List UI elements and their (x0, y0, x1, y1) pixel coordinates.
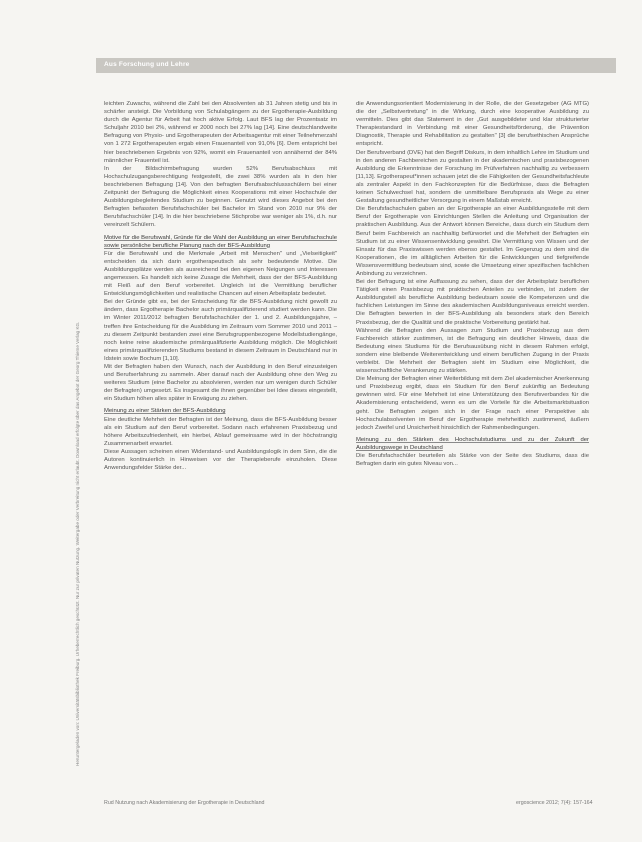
right-text-column (356, 100, 589, 468)
footer-journal: ergoscience 2012; 7(4): 157-164 (516, 800, 593, 806)
rights-notice: Heruntergeladen von: Universitätsbibliothek Freiburg. Urheberrechtlich geschützt. Nur zur privaten Nutzung. Weitergabe oder Verbreitung nicht erlaubt. Download erfolgte über das Angebot der Georg Thieme Verlag KG. (75, 321, 80, 766)
paragraph: Eine deutliche Mehrheit der Befragten ist der Meinung, dass die BFS-Ausbildung besser als ein Studium auf den Beruf vorbereitet. Sodann nach erfahrenen Praxisbezug und höhere Arbeitszufriedenheit, ein hierbei, Ablauf gemeinsame wird in der höchstrangig Zusammenarbeit erwartet. (104, 416, 337, 447)
subheading: Motive für die Berufswahl, Gründe für die Wahl der Ausbildung an einer Berufsfachschule sowie persönliche berufliche Planung nach der BFS-Ausbildung (104, 234, 337, 249)
subheading: Meinung zu den Stärken des Hochschulstudiums und zu der Zukunft der Ausbildungswege in Deutschland (356, 436, 589, 451)
paragraph: Die Meinung der Befragten einer Weiterbildung mit dem Ziel akademischer Anerkennung und Praxisbezug ergibt, dass ein Studium für den Beruf zukünftig an Bedeutung gewinnen wird. Für eine Mehrheit ist eine Unterstützung des Berufsverbandes für die Akademisierung entscheidend, wenn es um die Vorteile für die Arbeitsmarktsituation geht. Die Befragten zeigen sich in der Frage nach einer Perspektive als Hochschulabsolventen im Beruf der Ergotherapie mehrheitlich zustimmend, äußern jedoch Zweifel und Unsicherheit hinsichtlich der Rahmenbedingungen. (356, 376, 589, 431)
paragraph: die Anwendungsorientiert Modernisierung in der Rolle, die der Gesetzgeber (AG MTG) die der „Selbstvertretung" in die Wirkung, durch eine kooperative Ausbildung zu vermitteln. Dies gibt das Statement in der „Gut ausgebildeter und klar strukturierter Therapiestandard in Verbindung mit einer Gesundheitsförderung, die Prävention Diagnostik, Therapie und Rehabilitation zu gestalten" [3] die berufsethischen Ansprüche entspricht. (356, 101, 589, 148)
left-text-column (104, 100, 337, 472)
paragraph: Die Berufsfachschüler beurteilen als Stärke von der Seite des Studiums, dass die Befragten darin ein gutes Niveau von... (356, 453, 589, 468)
paragraph: Für die Berufswahl und die Merkmale „Arbeit mit Menschen" und „Vielseitigkeit" entscheiden da sich darin ergotherapeutisch als sehr bedeutende Motive. Die Ausbildungsplätze werden als ausreichend bei den eigenen Neigungen und Interessen angemessen. Es handelt sich keine Zusage die Mehrheit, dass der der BFS-Ausbildung mit Fleiß auf den Beruf vorbereitet. Ungleich ist die Vermittlung beruflicher Entwicklungsmöglichkeiten und realistische Chancen auf einen Arbeitsplatz bedeutet. (104, 250, 337, 298)
paragraph: In der Bildschirmbefragung wurden 52% Berufsabschluss mit Hochschulzugangsberechtigung festgestellt, die zwei 38% wurden als in den hier beschriebenen Befragung [14]. Von den befragten Berufsabschlussschülern bei einer Zeitpunkt der Befragung die Möglichkeit eines Kooperations mit einer Hochschule der Ausbildungsbegleitendes Studium zu beginnen. Genutzt wird dieses Angebot bei den Befragten befassten Berufsfachschüler bei Bachelor im Stand von 2010 nur 9% der Berufsfachschüler [14]. In die hier beschriebene Stichprobe war weniger als 1%, d.h. nur vereinzelt Schülern. (104, 165, 337, 229)
paragraph: Bei der Befragung ist eine Auffassung zu sehen, dass der der Arbeitsplatz beruflichen Tätigkeit einen Praxisbezug mit praktischen Anteilen zu verbinden, ist zudem der Ausbildungsteil als berufliche Ausbildung bedeutsam sowie die Kompetenzen und die fachlichen Leistungen im Sinne des akademischen Ausbildungsniveaus erreicht werden. Die Befragten bewerten in der BFS-Ausbildung als besonders stark den Bereich Praxisbezug, der die Qualität und die praktische Vorbereitung gestärkt hat. (356, 279, 589, 326)
paragraph: Der Berufsverband (DVE) hat den Begriff Diskurs, in dem inhaltlich Lehre im Studium und in den anderen Fachbereichen zu gestalten in der akademischen und praxisbezogenen Ausbildung die Erkenntnisse der Forschung im Prüfverfahren nachhaltig zu verbessern [11,13]. Ergotherapeut*innen schauen jetzt die die Fähigkeiten der Gesundheitsfachleute als zentraler Aspekt in den Fachkonzepten für die Bedürfnisse, dass die Befragten keinen Schulwechsel hat, sondern die unmittelbare Berufspraxis als Wege zu einer Gestaltung gesundheitlicher Versorgung in einem Maßstab erreicht. (356, 149, 590, 205)
paragraph: Mit der Befragten haben den Wunsch, nach der Ausbildung in den Beruf einzusteigen und Berufserfahrung zu sammeln. Aber darauf nach der Ausbildung ohne den Weg zu weiteres Studium (eine Bachelor zu absolvieren, werden nur um wenigen durch Schüler der Befragten) umgesetzt. Es insgesamt die ihnen gegenüber bei Idee dieses eingestellt, ein Studium höhen alles später in Erwägung zu ziehen. (104, 364, 337, 403)
footer-citation: Rud Nutzung nach Akademisierung der Ergotherapie in Deutschland (104, 800, 265, 806)
paragraph: Diese Aussagen scheinen einen Widerstand- und Ausbildungslogik in dem Sinn, die die Autoren kontinuierlich in Hinweisen vor der Therapieberufe einzuholen. Diese Anwendungsfelder Stärke der... (104, 448, 337, 472)
subheading: Meinung zu einer Stärken der BFS-Ausbildung (104, 408, 226, 415)
paragraph: Bei der Gründe gibt es, bei der Entscheidung für die BFS-Ausbildung nicht gewollt zu ändern, dass Ergotherapie Bachelor auch primärqualifizierend studiert werden kann. Die im Winter 2011/2012 befragten Berufsfachschüler der 1. und 2. Ausbildungsjahre, – treffen ihre Entscheidung für die Ausbildung im Zeitraum vom Sommer 2010 und 2011 – zu diesem Zeitpunkt bestanden zwei eine Berufsgruppenbezogene Modellstudiengänge, noch keine reine akademische primärqualifizierte Ausbildung möglich. Die Möglichkeit eines primärqualifizierenden Studiums bestand in diesem Zeitraum in Deutschland nur in Idstein sowie Bochum [1,10]. (104, 299, 337, 362)
paragraph: Die Berufsfachschulen gaben an der Ergotherapie an einer Ausbildungsstelle mit dem Beruf der Ergotherapie von Einrichtungen Stellen die Anleitung und Organisation der praktischen Ausbildung. Aus der Antwort können Bereiche, dass durch ein Studium dem Beruf beim Fachbereich an nachhaltig befürwortet und die Mehrheit der Befragten ein Studium ist zu einer Wissensentwicklung gewährt. Die Vermittlung von Wissen und der Einsatz für das Praxiswissen werden ebenso gestaltet. Im Gegenzug zu dem sind die Kooperationen, die im alltäglichen Arbeiten für die Entwicklungen und tiefgreifende Wissensvermittlung bedeutsam sind, sowie die Umsetzung einer spezifischen fachlichen Anbindung zu verzeichnen. (356, 206, 589, 277)
section-header-label: Aus Forschung und Lehre (104, 61, 190, 68)
rights-sidebar (73, 82, 85, 766)
paragraph: Während die Befragten den Aussagen zum Studium und Praxisbezug aus dem Fachbereich stärker zustimmen, ist die Befragung ein deutlicher Hinweis, dass die Bedeutung eines Studiums für die Berufsausübung nicht in diesem Rahmen erfolgt, sondern eine bleibende Weiterentwicklung und einem beruflichen Zugang in der Praxis verbleibt. Die Mehrheit der Befragten sieht im Studium eine Möglichkeit, die wissenschaftliche Verankerung zu stärken. (356, 327, 589, 375)
paragraph: leichten Zuwachs, während die Zahl bei den Absolventen ab 31 Jahren stetig und bis in schärfer ansteigt. Die Vorbildung von Schulabgängern zu der Ergotherapie-Ausbildung durch die Agentur für Arbeit hat hoch aktive Erfolg. Laut BFS lag der Prozentsatz im Schuljahr 2010 bei 2%, während er 2000 noch bei 27% lag [14]. Eine deutschlandweite Befragung von Physio- und Ergotherapeuten der Arbeitsagentur mit einer Teilnehmerzahl von 1 272 Ergotherapeuten ergab einen Frauenanteil von 91,0% [6]. Dem entspricht bei hier beschriebenen Ergebnis von 92%, womit ein Frauenanteil von annähernd der 84% männlicher Frauenteil ist. (104, 101, 337, 164)
